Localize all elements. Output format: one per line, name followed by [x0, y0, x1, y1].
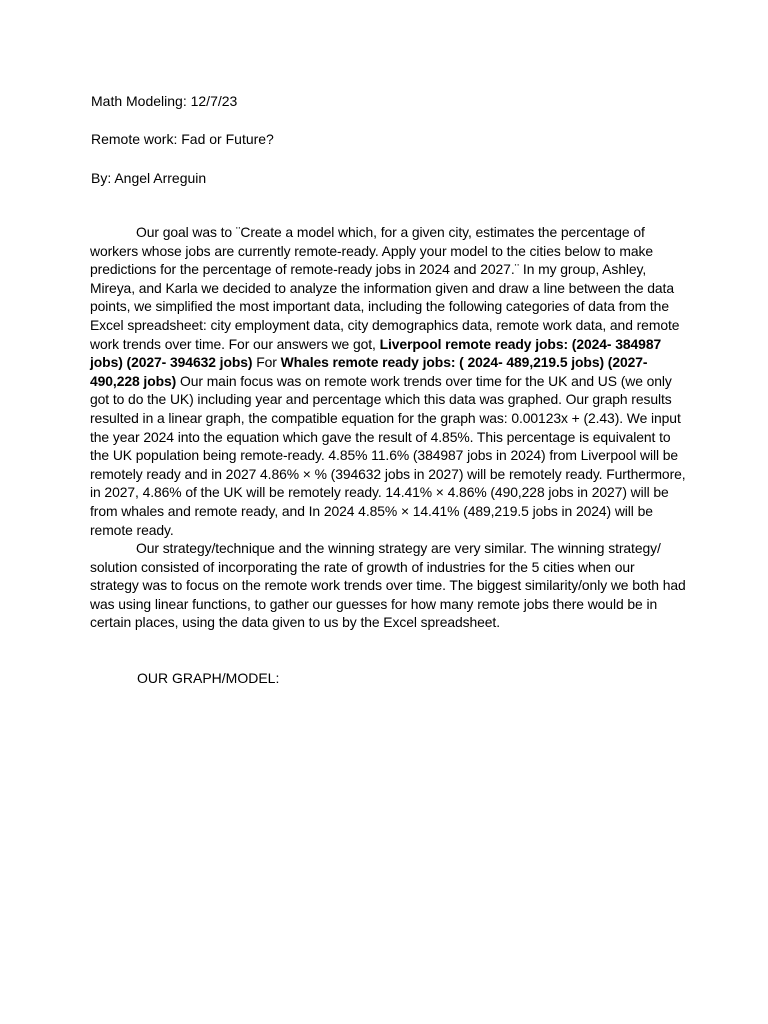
paragraph-goal-connector: For — [252, 354, 281, 371]
liverpool-result: Liverpool remote ready jobs: (2024- 384987 jobs) (2027- 394632 jobs) — [90, 335, 662, 371]
graph-model-heading: OUR GRAPH/MODEL: — [137, 670, 280, 686]
paragraph-strategy: Our strategy/technique and the winning strategy are very similar. The winning strategy/ solution consisted of incorporating the rate of growth of industries for the 5 cities when our strategy was to focus on the remote work trends over time. The biggest similarity/only we both had was using linear functions, to gather our guesses for how many remote jobs there would be in certain places, using the data given to us by the Excel spreadsheet. — [90, 540, 686, 631]
whales-result: Whales remote ready jobs: ( 2024- 489,219.5 jobs) (2027- 490,228 jobs) — [90, 354, 648, 389]
course-date-line: Math Modeling: 12/7/23 — [91, 93, 238, 109]
author-byline: By: Angel Arreguin — [91, 170, 207, 186]
paragraph-goal-analysis: Our main focus was on remote work trends over time for the UK and US (we only got to do the UK) including year and percentage which this data was graphed. Our graph results resulted in a linear graph, the compatible equation for the graph was: 0.00123x + (2.43). We input the year 2024 into the equation which gave the result of 4.85%. This percentage is equivalent to the UK population being remote-ready. 4.85% 11.6% (384987 jobs in 2024) from Liverpool will be remotely ready and in 2027 4.86% × % (394632 jobs in 2027) will be remotely ready. Furthermore, in 2027, 4.86% of the UK will be remotely ready. 14.41% × 4.86% (490,228 jobs in 2027) will be from whales and remote ready, and In 2024 4.85% × 14.41% (489,219.5 jobs in 2024) will be remote ready. — [90, 372, 686, 538]
body-text — [90, 223, 686, 632]
paragraph-goal — [90, 223, 686, 539]
paragraph-goal-intro: Our goal was to ¨Create a model which, for a given city, estimates the percentage of workers whose jobs are currently remote-ready. Apply your model to the cities below to make predictions for the percentage of remote-ready jobs in 2024 and 2027.¨ In my group, Ashley, Mireya, and Karla we decided to analyze the information given and draw a line between the data points, we simplified the most important data, including the following categories of data from the Excel spreadsheet: city employment data, city demographics data, remote work data, and remote work trends over time. For our answers we got, — [90, 224, 680, 352]
document-title: Remote work: Fad or Future? — [91, 131, 274, 147]
